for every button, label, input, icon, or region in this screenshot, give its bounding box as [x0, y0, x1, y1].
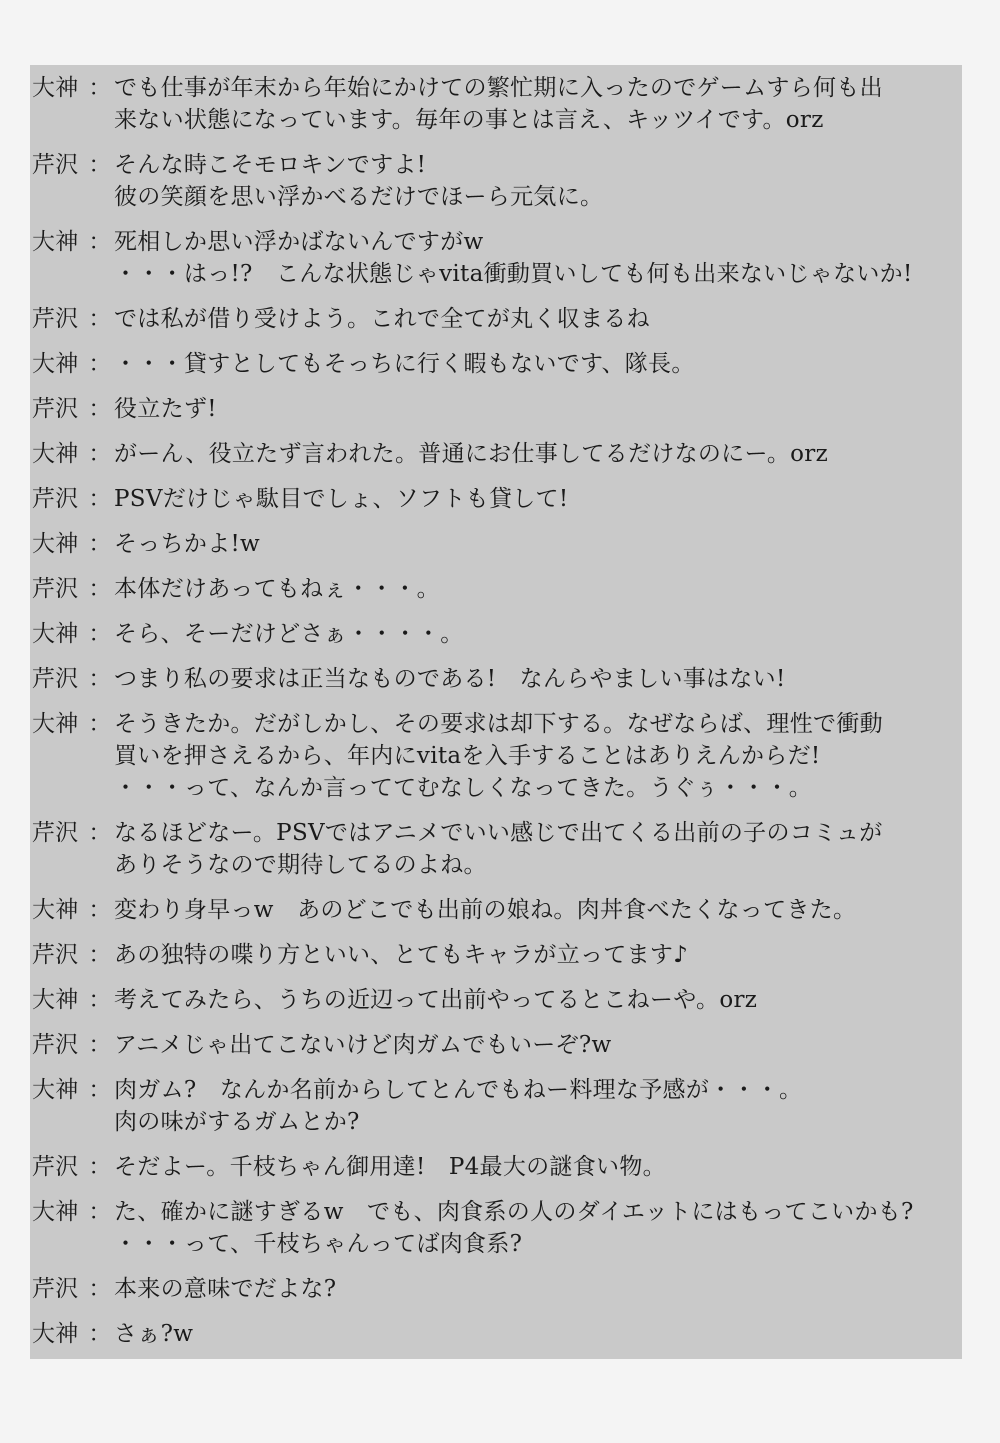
speaker-name: 大神	[32, 711, 79, 737]
speaker-separator: ：	[88, 1276, 112, 1302]
speaker-name: 芹沢	[32, 942, 79, 968]
utterance	[114, 1074, 967, 1138]
speaker-name: 大神	[32, 621, 79, 647]
utterance-line: そら、そーだけどさぁ・・・・。	[114, 621, 464, 647]
speaker-name: 大神	[32, 1199, 79, 1225]
dialogue-line	[32, 72, 967, 136]
utterance-line: 買いを押さえるから、年内にvitaを入手することはありえんからだ!	[114, 743, 821, 769]
speaker-name: 大神	[32, 351, 79, 377]
speaker-name: 芹沢	[32, 666, 79, 692]
dialogue-line	[32, 708, 967, 804]
speaker-name: 芹沢	[32, 1154, 79, 1180]
utterance	[114, 303, 967, 335]
utterance	[114, 939, 967, 971]
utterance-line: がーん、役立たず言われた。普通にお仕事してるだけなのにー。orz	[114, 441, 829, 467]
speaker-name: 大神	[32, 897, 79, 923]
utterance-line: た、確かに謎すぎるw でも、肉食系の人のダイエットにはもってこいかも?	[114, 1199, 914, 1225]
utterance-line: PSVだけじゃ駄目でしょ、ソフトも貸して!	[114, 486, 569, 512]
speaker-name: 芹沢	[32, 152, 79, 178]
speaker-name: 大神	[32, 75, 79, 101]
speaker-name: 大神	[32, 1321, 79, 1347]
utterance	[114, 1273, 967, 1305]
utterance-line: 死相しか思い浮かばないんですがw	[114, 229, 484, 255]
utterance	[114, 1029, 967, 1061]
speaker-separator: ：	[88, 1154, 112, 1180]
dialogue-line	[32, 894, 967, 926]
dialogue-line	[32, 939, 967, 971]
speaker-name: 大神	[32, 531, 79, 557]
utterance-line: 本来の意味でだよな?	[114, 1276, 337, 1302]
speaker-separator: ：	[88, 75, 112, 101]
speaker-separator: ：	[88, 666, 112, 692]
dialogue-transcript	[32, 72, 967, 1363]
utterance	[114, 984, 967, 1016]
utterance	[114, 528, 967, 560]
utterance	[114, 573, 967, 605]
utterance	[114, 393, 967, 425]
speaker-separator: ：	[88, 820, 112, 846]
utterance-line: では私が借り受けよう。これで全てが丸く収まるね	[114, 306, 650, 332]
utterance-line: ・・・って、なんか言っててむなしくなってきた。うぐぅ・・・。	[114, 775, 813, 801]
dialogue-line	[32, 303, 967, 335]
speaker-separator: ：	[88, 711, 112, 737]
utterance	[114, 1151, 967, 1183]
utterance	[114, 226, 967, 290]
utterance-line: さぁ?w	[114, 1321, 194, 1347]
utterance	[114, 1318, 967, 1350]
utterance	[114, 149, 967, 213]
dialogue-line	[32, 984, 967, 1016]
speaker-separator: ：	[88, 576, 112, 602]
utterance-line: 本体だけあってもねぇ・・・。	[114, 576, 440, 602]
dialogue-line	[32, 483, 967, 515]
dialogue-line	[32, 393, 967, 425]
dialogue-line	[32, 226, 967, 290]
utterance-line: そだよー。千枝ちゃん御用達! P4最大の謎食い物。	[114, 1154, 666, 1180]
utterance	[114, 817, 967, 881]
speaker-separator: ：	[88, 1032, 112, 1058]
utterance-line: なるほどなー。PSVではアニメでいい感じで出てくる出前の子のコミュが	[114, 820, 883, 846]
dialogue-line	[32, 663, 967, 695]
speaker-name: 芹沢	[32, 820, 79, 846]
utterance-line: そんな時こそモロキンですよ!	[114, 152, 427, 178]
utterance-line: ・・・はっ!? こんな状態じゃvita衝動買いしても何も出来ないじゃないか!	[114, 261, 913, 287]
speaker-separator: ：	[88, 396, 112, 422]
dialogue-line	[32, 817, 967, 881]
speaker-separator: ：	[88, 1077, 112, 1103]
utterance-line: アニメじゃ出てこないけど肉ガムでもいーぞ?w	[114, 1032, 612, 1058]
utterance-line: 肉の味がするガムとか?	[114, 1109, 360, 1135]
utterance-line: ありそうなので期待してるのよね。	[114, 852, 487, 878]
speaker-separator: ：	[88, 441, 112, 467]
utterance-line: つまり私の要求は正当なものである! なんらやましい事はない!	[114, 666, 786, 692]
utterance-line: 肉ガム? なんか名前からしてとんでもねー料理な予感が・・・。	[114, 1077, 803, 1103]
utterance-line: そうきたか。だがしかし、その要求は却下する。なぜならば、理性で衝動	[114, 711, 883, 737]
dialogue-line	[32, 348, 967, 380]
utterance-line: ・・・って、千枝ちゃんってば肉食系?	[114, 1231, 523, 1257]
dialogue-line	[32, 1151, 967, 1183]
utterance	[114, 708, 967, 804]
dialogue-line	[32, 1196, 967, 1260]
utterance	[114, 348, 967, 380]
dialogue-line	[32, 1318, 967, 1350]
speaker-name: 大神	[32, 229, 79, 255]
dialogue-line	[32, 1273, 967, 1305]
utterance-line: 彼の笑顔を思い浮かべるだけでほーら元気に。	[114, 184, 604, 210]
speaker-name: 芹沢	[32, 396, 79, 422]
utterance	[114, 72, 967, 136]
speaker-separator: ：	[88, 1199, 112, 1225]
dialogue-line	[32, 573, 967, 605]
speaker-name: 芹沢	[32, 306, 79, 332]
utterance-line: あの独特の喋り方といい、とてもキャラが立ってます♪	[114, 942, 689, 968]
speaker-separator: ：	[88, 306, 112, 332]
speaker-name: 芹沢	[32, 1032, 79, 1058]
speaker-name: 大神	[32, 987, 79, 1013]
speaker-name: 大神	[32, 1077, 79, 1103]
speaker-separator: ：	[88, 152, 112, 178]
dialogue-line	[32, 438, 967, 470]
utterance	[114, 618, 967, 650]
utterance-line: 考えてみたら、うちの近辺って出前やってるとこねーや。orz	[114, 987, 758, 1013]
speaker-separator: ：	[88, 229, 112, 255]
speaker-separator: ：	[88, 621, 112, 647]
speaker-name: 大神	[32, 441, 79, 467]
utterance-line: ・・・貸すとしてもそっちに行く暇もないです、隊長。	[114, 351, 695, 377]
speaker-name: 芹沢	[32, 1276, 79, 1302]
utterance-line: 来ない状態になっています。毎年の事とは言え、キッツイです。orz	[114, 107, 824, 133]
utterance-line: 役立たず!	[114, 396, 217, 422]
dialogue-line	[32, 1029, 967, 1061]
dialogue-line	[32, 528, 967, 560]
utterance-line: そっちかよ!w	[114, 531, 261, 557]
speaker-separator: ：	[88, 531, 112, 557]
speaker-separator: ：	[88, 897, 112, 923]
utterance	[114, 1196, 967, 1260]
dialogue-line	[32, 618, 967, 650]
speaker-separator: ：	[88, 486, 112, 512]
dialogue-line	[32, 149, 967, 213]
utterance-line: でも仕事が年末から年始にかけての繁忙期に入ったのでゲームすら何も出	[114, 75, 883, 101]
utterance	[114, 894, 967, 926]
speaker-separator: ：	[88, 351, 112, 377]
speaker-separator: ：	[88, 942, 112, 968]
utterance	[114, 438, 967, 470]
utterance	[114, 483, 967, 515]
utterance-line: 変わり身早っw あのどこでも出前の娘ね。肉丼食べたくなってきた。	[114, 897, 857, 923]
speaker-name: 芹沢	[32, 576, 79, 602]
speaker-separator: ：	[88, 987, 112, 1013]
speaker-name: 芹沢	[32, 486, 79, 512]
dialogue-line	[32, 1074, 967, 1138]
utterance	[114, 663, 967, 695]
speaker-separator: ：	[88, 1321, 112, 1347]
